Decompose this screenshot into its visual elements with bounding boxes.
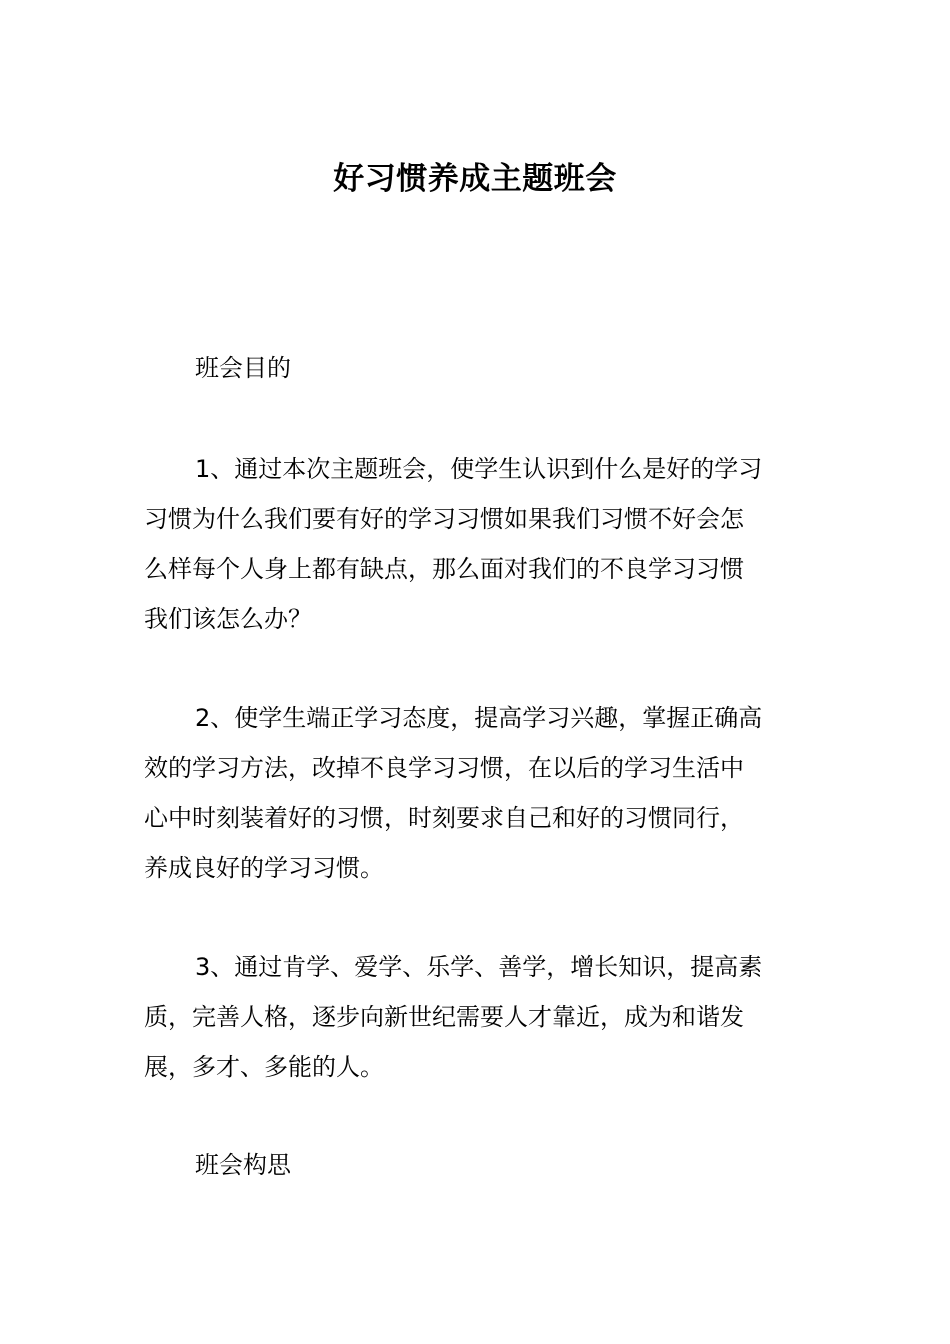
paragraph-line: 我们该怎么办？	[144, 605, 312, 633]
paragraph-line: 效的学习方法，改掉不良学习习惯，在以后的学习生活中	[144, 754, 744, 782]
paragraph-2	[144, 693, 809, 893]
paragraph-line: 3、通过肯学、爱学、乐学、善学，增长知识，提高素	[195, 953, 763, 981]
section-heading-purpose: 班会目的	[195, 354, 291, 382]
paragraph-line: 习惯为什么我们要有好的学习习惯如果我们习惯不好会怎	[144, 505, 744, 533]
paragraph-line: 展，多才、多能的人。	[144, 1053, 384, 1081]
paragraph-line: 么样每个人身上都有缺点，那么面对我们的不良学习习惯	[144, 555, 744, 583]
paragraph-1	[144, 444, 809, 644]
paragraph-line: 1、通过本次主题班会，使学生认识到什么是好的学习	[195, 455, 763, 483]
paragraph-line: 养成良好的学习习惯。	[144, 854, 384, 882]
paragraph-line: 2、使学生端正学习态度，提高学习兴趣，掌握正确高	[195, 704, 763, 732]
document-title: 好习惯养成主题班会	[333, 161, 617, 197]
paragraph-line: 心中时刻装着好的习惯，时刻要求自己和好的习惯同行，	[144, 804, 744, 832]
paragraph-line: 质，完善人格，逐步向新世纪需要人才靠近，成为和谐发	[144, 1003, 744, 1031]
paragraph-3	[144, 942, 809, 1092]
section-heading-idea: 班会构思	[195, 1151, 291, 1179]
